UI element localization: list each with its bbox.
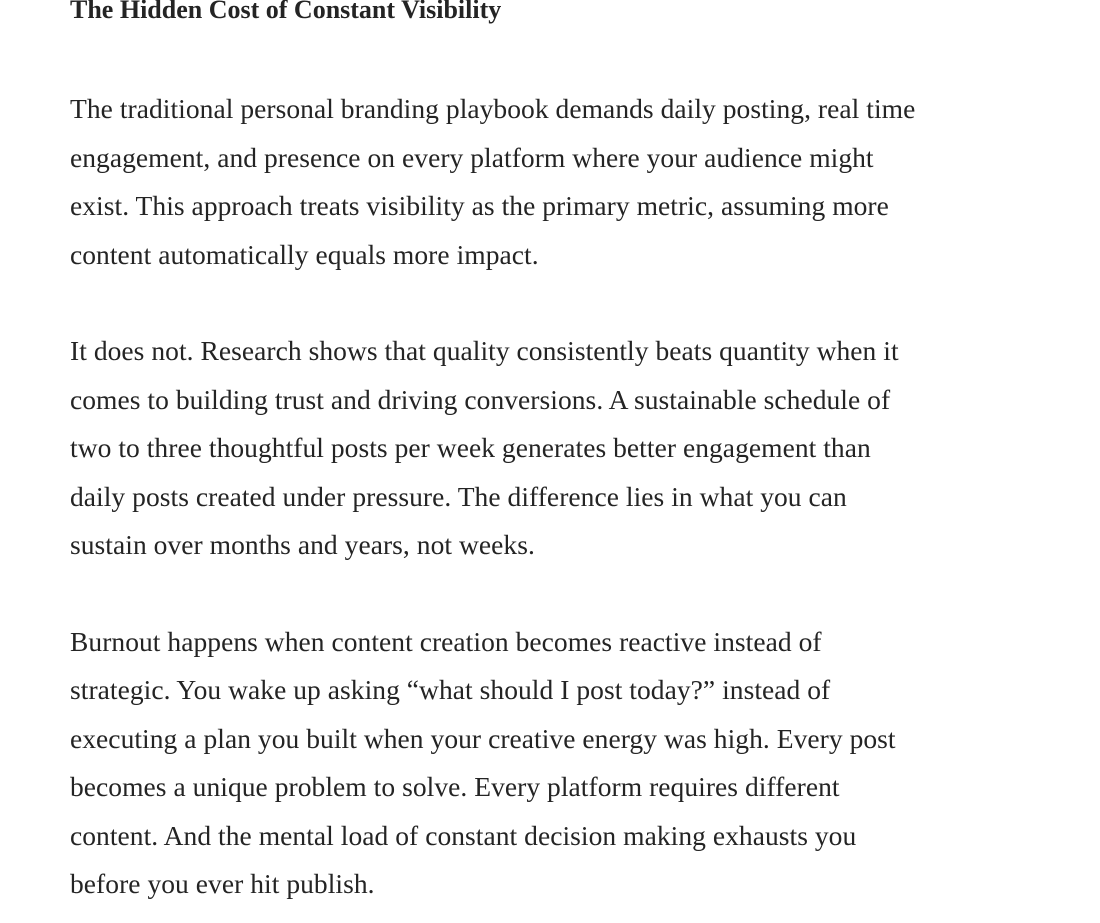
paragraph-burnout: Burnout happens when content creation becomes reactive instead of strategic. You wake up asking “what should I post today?” instead of executing a plan you built when your creative energy was high. Every post becomes a unique problem to solve. Every platform requires different content. And the mental load of constant decision making exhausts you before you ever hit publish. bbox=[70, 625, 896, 899]
paragraph-quality-over-quantity: It does not. Research shows that quality consistently beats quantity when it comes to building trust and driving conversions. A sustainable schedule of two to three thoughtful posts per week generates better engagement than daily posts created under pressure. The difference lies in what you can sustain over months and years, not weeks. bbox=[70, 335, 899, 560]
section-heading: The Hidden Cost of Constant Visibility bbox=[70, 0, 502, 24]
paragraph-visibility-playbook: The traditional personal branding playbook demands daily posting, real time engagement, and presence on every platform where your audience might exist. This approach treats visibility as the primary metric, assuming more content automatically equals more impact. bbox=[70, 93, 916, 270]
article-body bbox=[70, 85, 1096, 923]
